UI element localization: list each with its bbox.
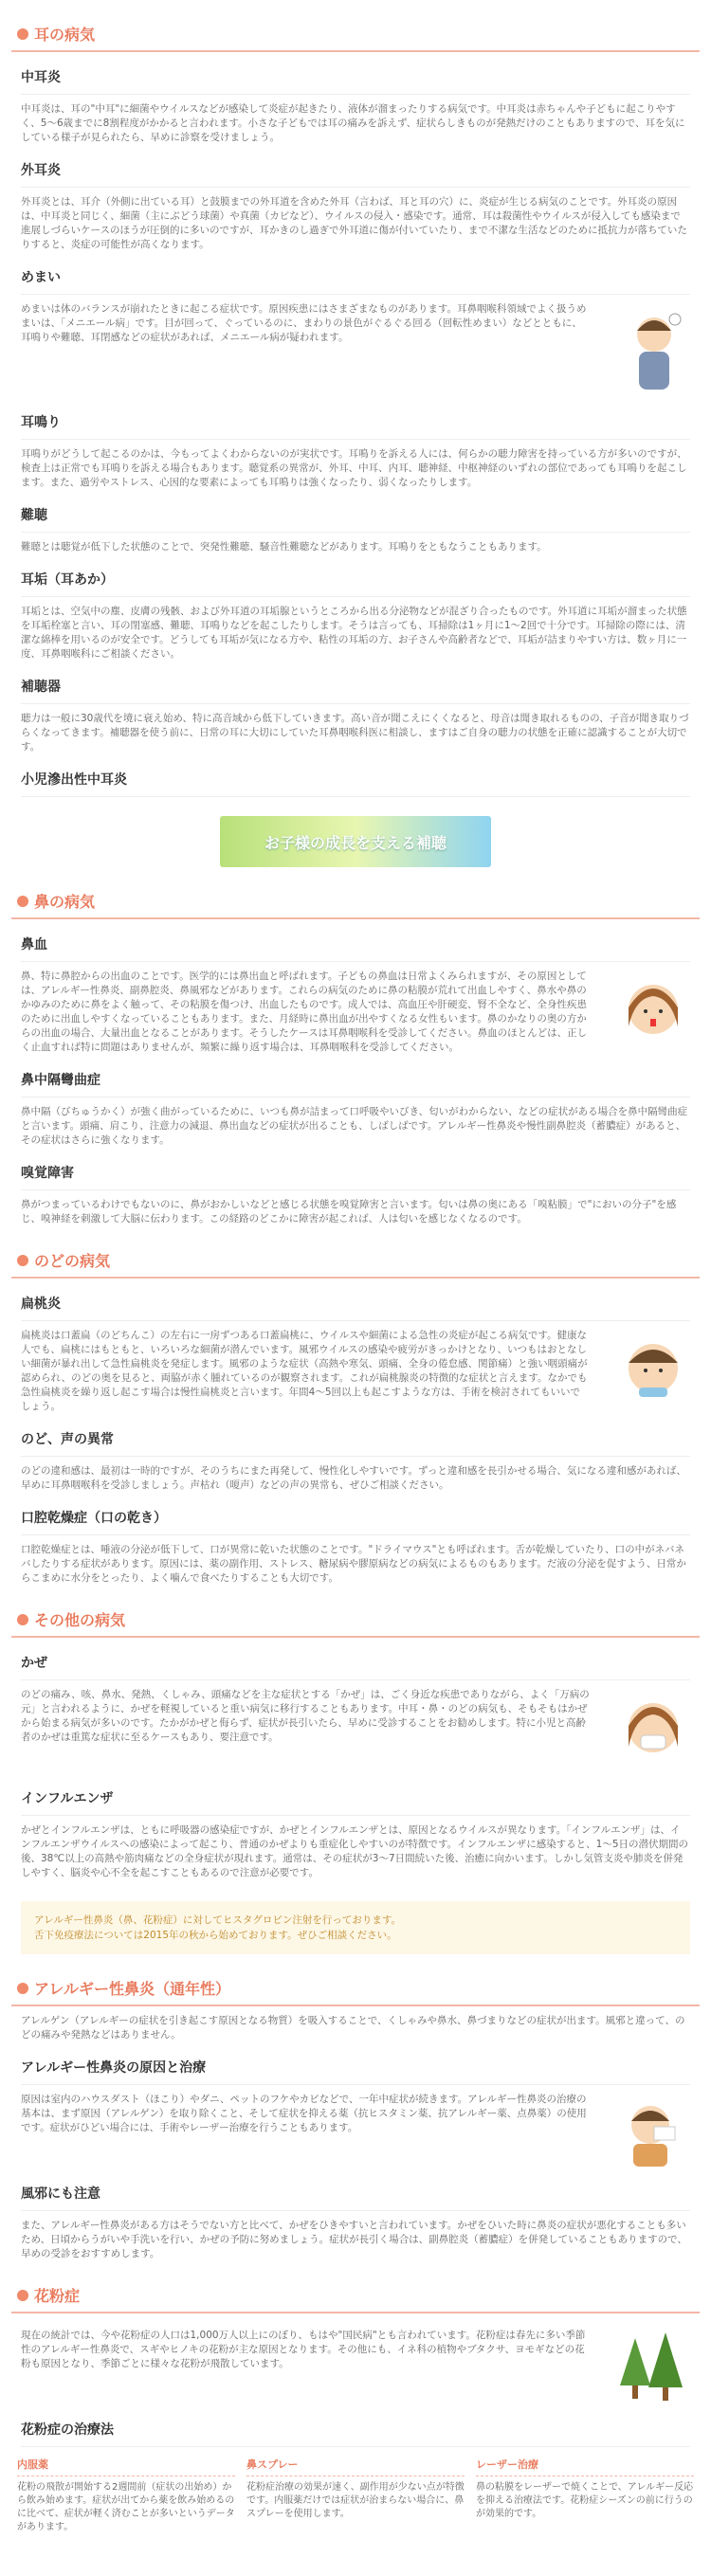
treatment-spray-text: 花粉症治療の効果が速く、副作用が少ない点が特徴です。内服薬だけでは症状が治まらない場合に、鼻スプレーを使用します。 — [246, 2482, 465, 2519]
nosebleed-girl-icon — [616, 970, 690, 1055]
allergy-cause-row — [0, 2085, 711, 2168]
treatment-laser-title: レーザー治療 — [476, 2457, 694, 2476]
section-allergy-title — [11, 1973, 700, 2006]
dry-mouth-text: 口腔乾燥症とは、唾液の分泌が低下して、口が異常に乾いた状態のことです。"ドライマウス"とも呼ばれます。舌が乾燥していたり、口の中がネバネバしたりする症状があります。原因には、薬の副作用、ストレス、糖尿病や膠原病などの病気によるものもあります。だ液の分泌を促すよう、日常からこまめに水分をとったり、よく噛んで食べたりすることも大切です。 — [21, 1544, 686, 1584]
pollen-text: 現在の統計では、今や花粉症の人口は1,000万人以上にのぼり、もはや"国民病"とも言われています。花粉症は春先に多い季節性のアレルギー性鼻炎で、スギやヒノキの花粉が主な原因となります。その他にも、イネ科の植物やブタクサ、ヨモギなどの花粉も原因となり、季節ごとに様々な花粉が飛散しています。 — [21, 2330, 586, 2369]
cold-title: かぜ — [21, 1647, 690, 1680]
otitis-media-text: 中耳炎は、耳の"中耳"に細菌やウイルスなどが感染して炎症が起きたり、液体が溜まったりする病気です。中耳炎は赤ちゃんや子どもに起こりやすく、5〜6歳までに8割程度がかかると言われます。小さな子どもでは耳の痛みを訴えず、症状らしきものが発熱だけのこともありますので、耳を気にしている様子が見られたら、早めに診察を受けましょう。 — [21, 103, 685, 143]
section-ear-title — [11, 19, 700, 52]
earwax-text: 耳垢とは、空気中の塵、皮膚の残骸、および外耳道の耳垢腺というところから出る分泌物などが混ざり合ったものです。外耳道に耳垢が溜まった状態を耳垢栓塞と言い、耳の閉塞感、難聴、耳鳴りなどを起こしたりします。そうは言っても、耳掃除は1ヶ月に1〜2回で十分です。耳掃除の際には、清潔な綿棒を用いるのが安全です。どうしても耳垢が気になる方や、粘性の耳垢の方、お子さんや高齢者などで、耳垢が詰まりやすい方は、数ヶ月に一度、耳鼻咽喉科にご相談ください。 — [21, 606, 687, 660]
cold-row — [0, 1680, 711, 1773]
deviated-text: 鼻中隔（びちゅうかく）が強く曲がっているために、いつも鼻が詰まって口呼吸やいびき、匂いがわからない、などの症状がある場合を鼻中隔彎曲症と言います。頭痛、肩こり、注意力の減退、鼻出血などの症状が出ることも、しばしばです。アレルギー性鼻炎や慢性副鼻腔炎（蓄膿症）があると、その症状はさらに強くなります。 — [21, 1106, 688, 1146]
treatment-spray-title: 鼻スプレー — [246, 2457, 465, 2476]
earwax-title: 耳垢（耳あか） — [21, 564, 690, 597]
hearing-aid-title: 補聴器 — [21, 671, 690, 704]
tonsillitis-text: 扁桃炎は口蓋扁（のどちんこ）の左右に一房ずつある口蓋扁桃に、ウイルスや細菌による急性の炎症が起こる病気です。健康な人でも、扁桃にはもともと、いろいろな細菌が潜んでいます。風邪ウイルスの感染や疲労がきっかけとなり、いつもはおとなしい細菌が暴れ出して急性扁桃炎を発症します。風邪のような症状（高熱や寒気、頭痛、全身の倦怠感、関節痛）と強い咽頭痛が認められ、のどの奥を見ると、両脇が赤く腫れているのが観察されます。これが扁桃腺炎の特徴的な症状と言えます。なかでも急性扁桃炎を繰り返し起こす場合は慢性扁桃炎と言います。年間4〜5回以上も起こすような方は、手術を検討されてもいいでしょう。 — [21, 1330, 588, 1412]
allergy-intro: アレルゲン（アレルギーの症状を引き起こす原因となる物質）を吸入することで、くしゃみや鼻水、鼻づまりなどの症状が出ます。風邪と違って、のどの痛みや発熱などはありません。 — [21, 2015, 685, 2041]
vertigo-text: めまいは体のバランスが崩れたときに起こる症状です。原因疾患にはさまざまなものがあります。耳鼻咽喉科領域でよく扱うめまいは、「メニエール病」です。目が回って、ぐっているのに、まわりの景色がぐるぐる回る（回転性めまい）などとともに、耳鳴りや難聴、耳閉感などの症状があれば、メニエール病が疑われます。 — [21, 303, 587, 343]
otitis-media-title: 中耳炎 — [21, 62, 690, 95]
allergy-cause-title: アレルギー性鼻炎の原因と治療 — [21, 2052, 690, 2085]
throat-title-text: のどの病気 — [34, 1252, 111, 1270]
dizzy-person-icon — [616, 302, 690, 397]
ear-title-text: 耳の病気 — [34, 26, 96, 44]
flu-text: かぜとインフルエンザは、ともに呼吸器の感染症ですが、かぜとインフルエンザとは、原因となるウイルスが異なります。「インフルエンザ」は、インフルエンザウイルスへの感染によって起こり、普通のかぜよりも重症化しやすいのが特徴です。インフルエンザに感染すると、1〜5日の潜伏期間の後、38℃以上の高熱や筋肉痛などの全身症状が現れます。通常は、その症状が3〜7日間続いた後、治癒に向かいます。しかし気管支炎や肺炎を併発しやすく、脳炎や心不全を起こすこともあるので注意が必要です。 — [21, 1824, 689, 1878]
hearing-banner[interactable]: お子様の成長を支える補聴 — [220, 816, 491, 867]
bullet-icon — [17, 28, 28, 40]
section-throat-title — [11, 1245, 700, 1279]
treatment-spray — [246, 2457, 465, 2534]
pollen-treat-title: 花粉症の治療法 — [21, 2414, 690, 2447]
cedar-tree-icon — [616, 2329, 690, 2404]
bullet-icon — [17, 2290, 28, 2301]
smell-text: 鼻がつまっているわけでもないのに、鼻がおかしいなどと感じる状態を嗅覚障害と言います。匂いは鼻の奥にある「嗅粘膜」で"においの分子"を感じ、嗅神経を刺激して大脳に伝わります。この経路のどこかに障害が起これば、人は匂いを感じなくなるのです。 — [21, 1199, 677, 1225]
bullet-icon — [17, 1614, 28, 1625]
child-otitis-title: 小児滲出性中耳炎 — [21, 764, 690, 797]
sneezing-person-icon — [616, 2093, 690, 2168]
tonsillitis-title: 扁桃炎 — [21, 1288, 690, 1321]
tinnitus-text: 耳鳴りがどうして起こるのかは、今もってよくわからないのが実状です。耳鳴りを訴える人には、何らかの聴力障害を持っている方が多いのですが、検査上は正常でも耳鳴りを訴える場合もあります。聴覚系の異常が、外耳、中耳、内耳、聴神経、中枢神経のいずれの部位であっても耳鳴りを起こします。また、過労やストレス、心因的な要素によっても耳鳴りは強くなったり、弱くなったりします。 — [21, 448, 687, 488]
notice-line1: アレルギー性鼻炎（鼻、花粉症）に対してヒスタグロビン注射を行っております。 — [34, 1914, 401, 1926]
section-pollen-title — [11, 2280, 700, 2313]
other-title-text: その他の病気 — [34, 1611, 126, 1629]
treatment-oral-text: 花粉の飛散が開始する2週間前（症状の出始め）から飲み始めます。症状が出てから薬を飲み始めるのに比べて、症状が軽く済むことが多いというデータがあります。 — [17, 2482, 235, 2532]
vertigo-title: めまい — [21, 262, 690, 295]
vertigo-row — [0, 295, 711, 397]
allergy-sinus-text: また、アレルギー性鼻炎がある方はそうでない方と比べて、かぜをひきやすいと言われています。かぜをひいた時に鼻炎の症状が悪化することも多いため、日頃からうがいや手洗いを行い、かぜの予防に努めましょう。症状が長引く場合は、副鼻腔炎（蓄膿症）を併発していることもありますので、早めの受診をおすすめします。 — [21, 2220, 687, 2259]
smell-title: 嗅覚障害 — [21, 1157, 690, 1190]
hearing-loss-text: 難聴とは聴覚が低下した状態のことで、突発性難聴、騒音性難聴などがあります。耳鳴りをともなうこともあります。 — [21, 541, 547, 553]
tinnitus-title: 耳鳴り — [21, 407, 690, 440]
cold-text: のどの痛み、咳、鼻水、発熱、くしゃみ、頭痛などを主な症状とする「かぜ」は、ごく身近な疾患でありながら、よく「万病の元」と言われるように、かぜを軽視していると重い病気に移行することもあります。中耳・鼻・のどの病気も、そもそもはかぜから始まる病気が多いのです。たかがかぜと侮らず、症状が長引いたら、早めに受診することをお勧めします。特に小児と高齢者のかぜは重篤な症状に至るケースもあり、要注意です。 — [21, 1689, 590, 1743]
notice-line2: 舌下免疫療法については2015年の秋から始めております。ぜひご相談ください。 — [34, 1930, 397, 1941]
treatment-oral — [17, 2457, 235, 2534]
nosebleed-row — [0, 962, 711, 1055]
sore-throat-boy-icon — [616, 1329, 690, 1414]
masked-girl-icon — [616, 1688, 690, 1773]
otitis-externa-title: 外耳炎 — [21, 154, 690, 188]
allergy-cause-text: 原因は室内のハウスダスト（ほこり）やダニ、ペットのフケやカビなどで、一年中症状が続きます。アレルギー性鼻炎の治療の基本は、まず原因（アレルゲン）を取り除くこと、そして症状を抑える薬（抗ヒスタミン薬、抗アレルギー薬、点鼻薬）の使用です。症状がひどい場合には、手術やレーザー治療を行うこともあります。 — [21, 2094, 587, 2133]
deviated-title: 鼻中隔彎曲症 — [21, 1064, 690, 1098]
otitis-externa-text: 外耳炎とは、耳介（外側に出ている耳）と鼓膜までの外耳道を含めた外耳（言わば、耳と耳の穴）に、炎症が生じる病気のことです。外耳炎の原因は、中耳炎と同じく、細菌（主にぶどう球菌）や真菌（カビなど）、ウイルスの侵入・感染です。通常、耳は殺菌性やウイルスが侵入しても感染まで進展しづらいケースのほうが圧倒的に多いのですが、耳かきのし過ぎで外耳道に傷が付いていたり、まで不潔な生活などのために抵抗力が落ちていたりすると、炎症の可能性が高くなります。 — [21, 196, 687, 250]
section-other-title — [11, 1605, 700, 1638]
tonsillitis-row — [0, 1321, 711, 1414]
voice-text: のどの違和感は、最初は一時的ですが、そのうちにまた再発して、慢性化しやすいです。ずっと違和感を長引かせる場合、気になる違和感があれば、早めに耳鼻咽喉科を受診しましょう。声枯れ（嗄声）などの声の異常も、ぜひご相談ください。 — [21, 1465, 686, 1491]
treatment-oral-title: 内服薬 — [17, 2457, 235, 2476]
allergy-title-text: アレルギー性鼻炎（通年性） — [34, 1980, 230, 1998]
flu-title: インフルエンザ — [21, 1783, 690, 1816]
dry-mouth-title: 口腔乾燥症（口の乾き） — [21, 1502, 690, 1535]
voice-title: のど、声の異常 — [21, 1424, 690, 1457]
treatment-laser-text: 鼻の粘膜をレーザーで焼くことで、アレルギー反応を抑える治療法です。花粉症シーズンの前に行うのが効果的です。 — [476, 2482, 694, 2519]
section-nose-title — [11, 886, 700, 919]
allergy-sinus-title: 風邪にも注意 — [21, 2178, 690, 2211]
bullet-icon — [17, 896, 28, 907]
hearing-aid-text: 聴力は一般に30歳代を境に衰え始め、特に高音域から低下していきます。高い音が聞こえにくくなると、母音は聞き取れるものの、子音が聞き取りづらくなってきます。補聴器を使う前に、日常の耳に大切にしていた耳鼻咽喉科医に相談し、ますはご自身の聴力の状態を正確に認識することが大切です。 — [21, 713, 689, 753]
bullet-icon — [17, 1983, 28, 1994]
bullet-icon — [17, 1255, 28, 1266]
nosebleed-title: 鼻血 — [21, 929, 690, 962]
treatment-laser — [476, 2457, 694, 2534]
injection-notice — [21, 1901, 690, 1954]
pollen-title-text: 花粉症 — [34, 2287, 81, 2305]
nose-title-text: 鼻の病気 — [34, 893, 96, 911]
pollen-row — [0, 2321, 711, 2404]
hearing-loss-title: 難聴 — [21, 499, 690, 533]
nosebleed-text: 鼻、特に鼻腔からの出血のことです。医学的には鼻出血と呼ばれます。子どもの鼻血は日常よくみられますが、その原因としては、アレルギー性鼻炎、副鼻腔炎、鼻風邪などがあります。これらの病気のために鼻の粘膜が荒れて出血しやすく、鼻水や鼻のかゆみのために鼻をよく触って、その粘膜を傷つけ、出血したものです。成人では、高血圧や肝硬変、腎不全など、全身性疾患のために出血しやすくなっていることもあります。また、月経時に鼻出血が出やすくなる女性もいます。鼻のかなりの奥の方からの出血の場合、大量出血となることがあります。そうしたケースは耳鼻咽喉科を受診してください。鼻血のほとんどは、正しく止血すれば特に問題はありませんが、頻繁に繰り返す場合は、耳鼻咽喉科を受診してください。 — [21, 971, 588, 1053]
pollen-treatments — [17, 2457, 694, 2534]
